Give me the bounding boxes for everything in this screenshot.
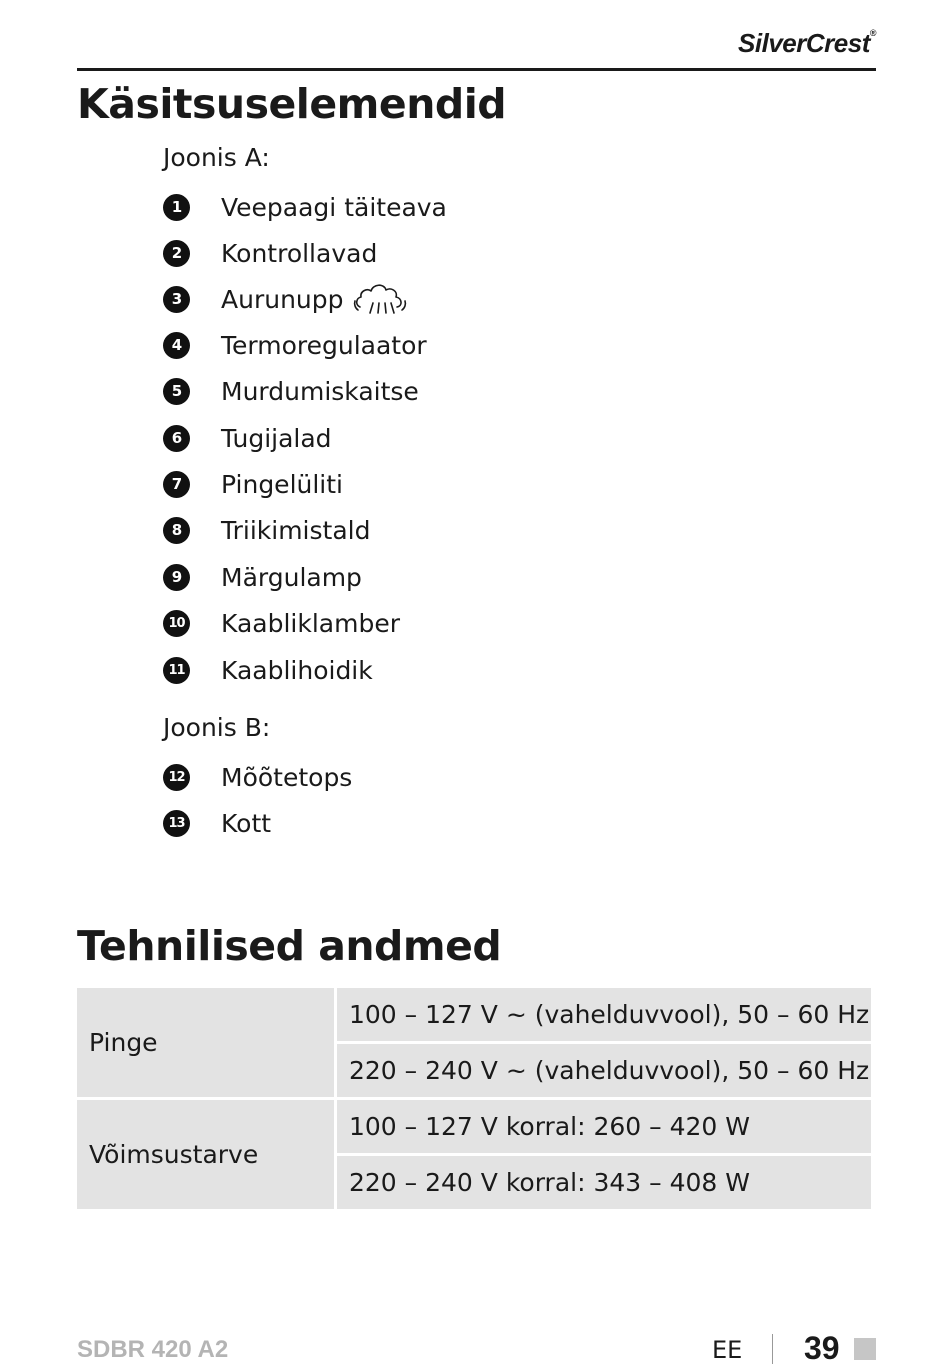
item-number-badge: 5 xyxy=(163,378,190,405)
item-number-badge: 1 xyxy=(163,194,190,221)
list-item xyxy=(163,560,362,594)
table-row xyxy=(77,988,871,1041)
table-row xyxy=(77,1100,871,1153)
table-cell: 220 – 240 V ~ (vahelduvvool), 50 – 60 Hz xyxy=(337,1044,871,1097)
table-cell: 220 – 240 V korral: 343 – 408 W xyxy=(337,1156,871,1209)
specs-table xyxy=(74,985,874,1212)
footer-divider xyxy=(772,1334,773,1364)
item-number-badge: 2 xyxy=(163,240,190,267)
page-number: 39 xyxy=(804,1330,840,1366)
item-label: Kaabliklamber xyxy=(221,608,400,638)
item-number-badge: 7 xyxy=(163,471,190,498)
list-item xyxy=(163,606,400,640)
header-rule xyxy=(77,68,876,71)
item-number-badge: 12 xyxy=(163,764,190,791)
list-item xyxy=(163,374,419,408)
list-item xyxy=(163,328,427,362)
item-number-badge: 11 xyxy=(163,657,190,684)
list-item xyxy=(163,806,271,840)
list-item xyxy=(163,190,447,224)
list-item xyxy=(163,513,370,547)
footer-language: EE xyxy=(712,1336,743,1364)
item-label: Mõõtetops xyxy=(221,762,353,792)
item-number-badge: 13 xyxy=(163,810,190,837)
figure-b-label: Joonis B: xyxy=(163,713,271,742)
section-title-controls: Käsitsuselemendid xyxy=(77,80,507,128)
list-item xyxy=(163,653,373,687)
steam-icon xyxy=(352,277,408,321)
list-item xyxy=(163,467,343,501)
item-label: Aurunupp xyxy=(221,284,344,314)
item-number-badge: 6 xyxy=(163,425,190,452)
page-marker xyxy=(854,1338,876,1360)
list-item xyxy=(163,421,332,455)
item-number-badge: 9 xyxy=(163,564,190,591)
table-row-label: Võimsustarve xyxy=(77,1100,334,1209)
item-label: Pingelüliti xyxy=(221,469,343,499)
item-label: Kaablihoidik xyxy=(221,655,373,685)
figure-a-label: Joonis A: xyxy=(163,143,270,172)
item-label: Märgulamp xyxy=(221,562,362,592)
item-number-badge: 8 xyxy=(163,517,190,544)
item-label: Kontrollavad xyxy=(221,238,378,268)
table-cell: 100 – 127 V ~ (vahelduvvool), 50 – 60 Hz xyxy=(337,988,871,1041)
item-label: Tugijalad xyxy=(221,423,332,453)
list-item xyxy=(163,760,352,794)
table-cell: 100 – 127 V korral: 260 – 420 W xyxy=(337,1100,871,1153)
item-label: Murdumiskaitse xyxy=(221,376,419,406)
item-number-badge: 4 xyxy=(163,332,190,359)
section-title-technical-data: Tehnilised andmed xyxy=(77,922,502,970)
item-label: Veepaagi täiteava xyxy=(221,192,447,222)
list-item xyxy=(163,282,408,316)
footer-model: SDBR 420 A2 xyxy=(77,1336,229,1363)
item-label: Kott xyxy=(221,808,272,838)
item-label: Triikimistald xyxy=(221,515,371,545)
table-row-label: Pinge xyxy=(77,988,334,1097)
list-item xyxy=(163,236,377,270)
brand-logo: SilverCrest® xyxy=(738,28,876,58)
item-number-badge: 3 xyxy=(163,286,190,313)
item-number-badge: 10 xyxy=(163,610,190,637)
item-label: Termoregulaator xyxy=(221,330,427,360)
